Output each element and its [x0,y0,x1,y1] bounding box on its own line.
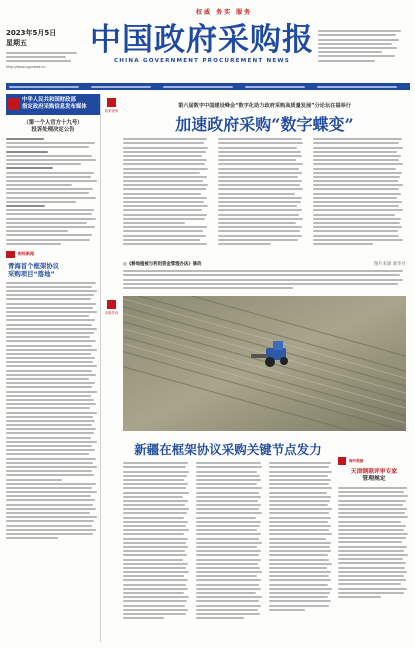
article-col-3 [313,136,406,247]
left-article-title-line2: 采购项目“落地” [8,269,55,278]
slogan: 权威 务实 服务 [196,9,253,16]
tractor-field-image [123,296,406,431]
rail-tag-top [104,98,119,114]
article-col-2 [218,136,306,247]
article-col-1 [123,136,211,247]
rail-marker-icon [107,300,116,309]
article2-col-2 [196,460,264,621]
newspaper-title-en: CHINA GOVERNMENT PROCUREMENT NEWS [113,58,291,64]
column-rail [100,94,122,642]
photo-credit: 图片来源 新华社 [373,262,406,267]
info-bar [6,83,410,90]
sidebar-article-header [338,457,410,465]
left-article-title-line1: 青海首个框架协议 [8,261,60,270]
section-marker-icon [6,251,15,258]
issue-weekday: 星期五 [6,39,27,47]
issue-meta-lines [6,52,92,62]
notice-title [6,120,100,134]
section-label-text: 财经新闻 [18,251,34,257]
farmland-photo [123,296,406,431]
masthead [88,22,316,64]
sidebar-article-label: 海外观察 [349,458,364,463]
rail-marker-icon [107,98,116,107]
section-marker-icon [338,457,346,465]
rail-tag-top-label: 政采视角 [104,109,119,113]
notice-title-line1: （第一个人官方十九号） [23,120,83,126]
issue-date: 2023年5月5日 [6,29,57,37]
second-headline: 新疆在框架协议采购关键节点发力 [134,442,322,457]
sidebar-article [338,457,410,600]
article2-col-3 [269,460,334,613]
left-article-title [8,262,100,278]
photo-caption-header [123,261,406,267]
article-kicker: 第六届数字中国建设峰会“数字化助力政府采购高质量发展”分论坛在福举行 [178,103,351,109]
notice-body [6,138,100,245]
notice-header [6,94,100,115]
masthead-info [6,28,92,69]
rail-tag-mid-label: 本版导读 [104,311,119,315]
section-label [6,251,100,258]
masthead-publisher-info [318,28,410,64]
sidebar-article-subtitle: 管理规定 [362,476,386,482]
newspaper-title: 中国政府采购报 [90,22,314,58]
article-headline: 加速政府采购“数字蝶变” [175,115,354,134]
left-article-body [6,282,100,539]
notice-title-line2: 投诉处理决定公告 [31,127,75,133]
sidebar-article-body [338,487,410,598]
photo-caption-title: ◎《耕地植被与利用资金管理办法》修改 [123,262,202,267]
sidebar-article-title: 天津钢联评审专家 [350,469,398,475]
rail-tag-mid [104,300,119,316]
photo-caption-body [123,268,406,291]
article2-col-1 [123,460,191,621]
emblem-icon [8,98,20,110]
website-url: http://www.cgpnews.cn [6,64,46,69]
notice-header-line2: 指定政府采购信息发布媒体 [22,104,87,110]
notice-header-line1: 中华人民共和国财政部 [22,97,76,103]
left-column [6,94,100,642]
